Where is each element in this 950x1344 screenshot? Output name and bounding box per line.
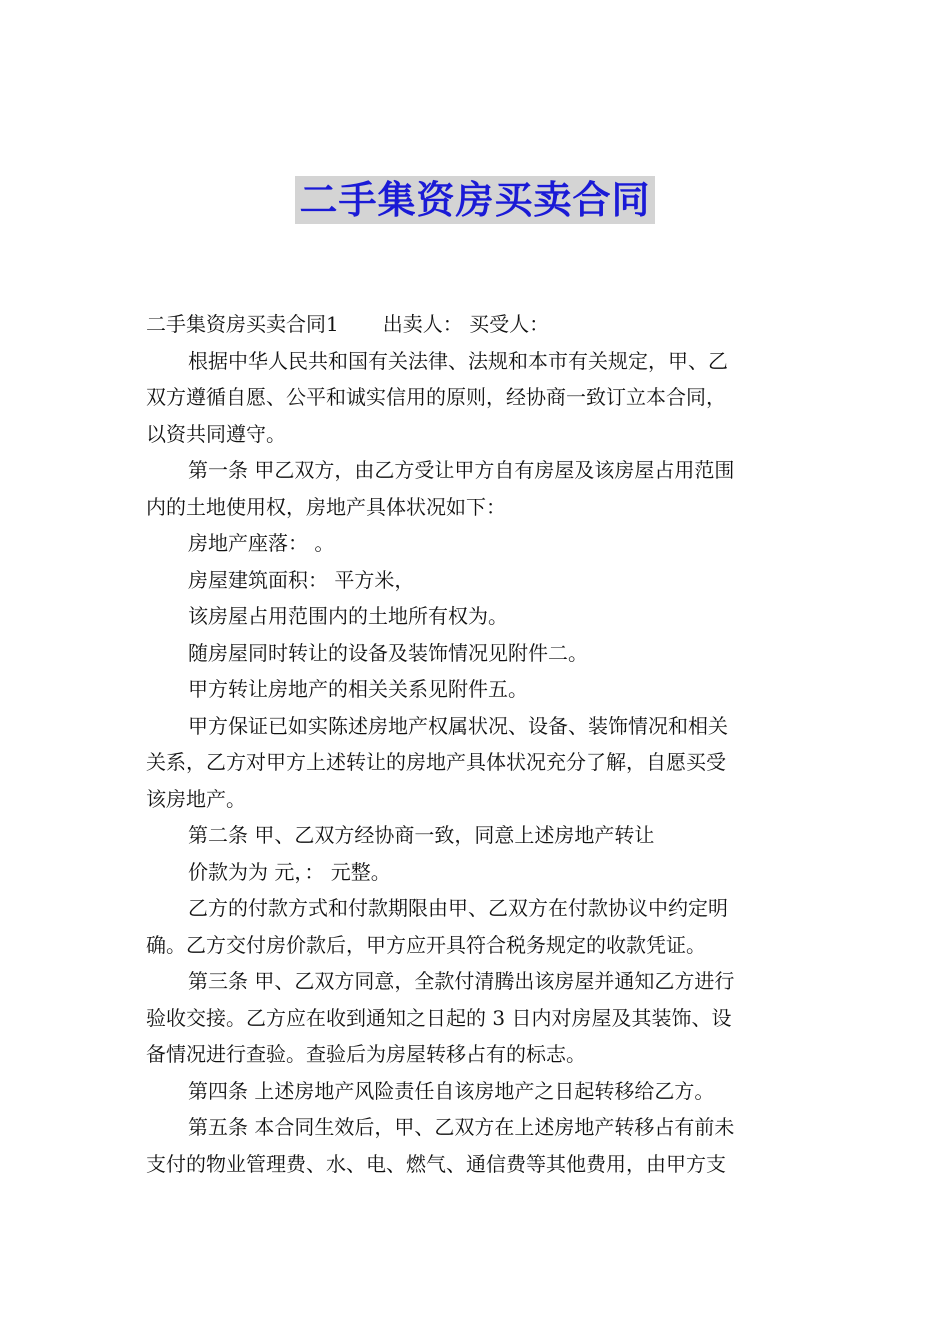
text-line: 确。乙方交付房价款后，甲方应开具符合税务规定的收款凭证。 [146, 932, 706, 957]
text-line: 第一条 甲乙双方，由乙方受让甲方自有房屋及该房屋占用范围 [188, 458, 735, 482]
title-container [0, 176, 950, 224]
text-line: 以资共同遵守。 [146, 421, 286, 446]
text-line: 该房屋占用范围内的土地所有权为。 [188, 604, 508, 628]
text-line: 内的土地使用权，房地产具体状况如下： [146, 494, 506, 519]
text-line: 支付的物业管理费、水、电、燃气、通信费等其他费用，由甲方支 [146, 1151, 726, 1176]
text-line: 价款为为 元，： 元整。 [188, 859, 391, 884]
buyer-label: 买受人： [469, 312, 550, 336]
header-line [146, 306, 808, 343]
text-line: 备情况进行查验。查验后为房屋转移占有的标志。 [146, 1042, 586, 1066]
text-line: 第五条 本合同生效后，甲、乙双方在上述房地产转移占有前未 [188, 1115, 735, 1139]
text-line: 随房屋同时转让的设备及装饰情况见附件二。 [188, 640, 588, 665]
text-line: 乙方的付款方式和付款期限由甲、乙双方在付款协议中约定明 [188, 896, 728, 920]
seller-label: 出卖人： [382, 312, 463, 336]
text-line: 甲方保证已如实陈述房地产权属状况、设备、装饰情况和相关 [188, 713, 728, 738]
text-line: 根据中华人民共和国有关法律、法规和本市有关规定，甲、乙 [188, 348, 728, 373]
contract-text [146, 343, 808, 1183]
text-line: 该房地产。 [146, 786, 246, 811]
text-line: 关系，乙方对甲方上述转让的房地产具体状况充分了解，自愿买受 [146, 750, 726, 774]
document-title: 二手集资房买卖合同 [295, 176, 654, 224]
text-line: 验收交接。乙方应在收到通知之日起的 3 日内对房屋及其装饰、设 [146, 1005, 732, 1030]
contract-name: 二手集资房买卖合同1 [146, 312, 339, 336]
text-line: 第四条 上述房地产风险责任自该房地产之日起转移给乙方。 [188, 1078, 715, 1103]
text-line: 甲方转让房地产的相关关系见附件五。 [188, 677, 528, 701]
text-line: 双方遵循自愿、公平和诚实信用的原则，经协商一致订立本合同， [146, 385, 726, 409]
text-line: 房屋建筑面积： 平方米， [188, 567, 415, 592]
text-line: 第二条 甲、乙双方经协商一致，同意上述房地产转让 [188, 823, 655, 847]
text-line: 第三条 甲、乙双方同意，全款付清腾出该房屋并通知乙方进行 [188, 969, 735, 993]
text-line: 房地产座落： 。 [188, 531, 335, 555]
document-body [146, 306, 808, 1182]
